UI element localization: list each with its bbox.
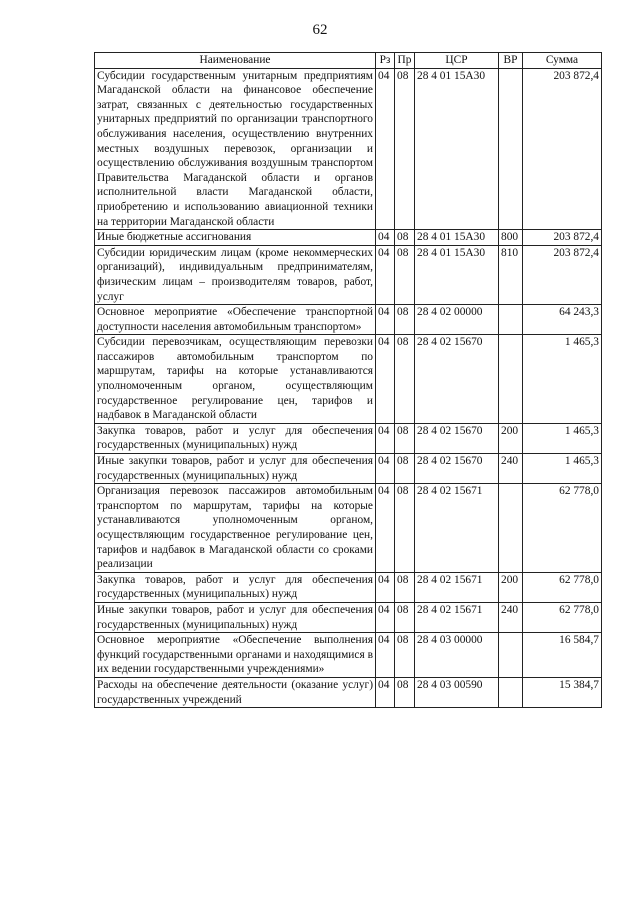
row-sum: 203 872,4 [523, 68, 602, 230]
header-name: Наименование [95, 53, 376, 69]
row-csr: 28 4 02 15671 [415, 602, 499, 632]
header-vr: ВР [499, 53, 523, 69]
row-name: Основное мероприятие «Обеспечение выполнения функций государственными органами и находящимися в их ведении государственными учреждениями» [95, 633, 376, 678]
row-name: Иные бюджетные ассигнования [95, 230, 376, 246]
row-rz: 04 [376, 335, 395, 424]
row-sum: 16 584,7 [523, 633, 602, 678]
row-vr [499, 305, 523, 335]
row-sum: 62 778,0 [523, 484, 602, 573]
row-csr: 28 4 02 15671 [415, 484, 499, 573]
table-row [95, 245, 602, 304]
table-row [95, 484, 602, 573]
row-vr [499, 677, 523, 707]
row-pr: 08 [395, 454, 415, 484]
row-csr: 28 4 03 00000 [415, 633, 499, 678]
row-sum: 62 778,0 [523, 602, 602, 632]
row-vr: 810 [499, 245, 523, 304]
row-name: Закупка товаров, работ и услуг для обеспечения государственных (муниципальных) нужд [95, 572, 376, 602]
row-rz: 04 [376, 423, 395, 453]
row-rz: 04 [376, 572, 395, 602]
row-vr [499, 633, 523, 678]
row-pr: 08 [395, 484, 415, 573]
row-csr: 28 4 02 15670 [415, 423, 499, 453]
row-vr: 240 [499, 454, 523, 484]
row-vr: 200 [499, 423, 523, 453]
table-row [95, 230, 602, 246]
table-row [95, 602, 602, 632]
row-sum: 203 872,4 [523, 245, 602, 304]
row-name: Субсидии юридическим лицам (кроме некоммерческих организаций), индивидуальным предпринимателям, физическим лицам – производителям товаров, работ, услуг [95, 245, 376, 304]
table-row [95, 335, 602, 424]
row-sum: 1 465,3 [523, 423, 602, 453]
row-sum: 1 465,3 [523, 335, 602, 424]
row-sum: 203 872,4 [523, 230, 602, 246]
header-rz: Рз [376, 53, 395, 69]
table-row [95, 572, 602, 602]
row-vr: 800 [499, 230, 523, 246]
budget-table [94, 52, 602, 708]
row-csr: 28 4 02 15670 [415, 454, 499, 484]
row-csr: 28 4 01 15А30 [415, 230, 499, 246]
row-pr: 08 [395, 633, 415, 678]
header-csr: ЦСР [415, 53, 499, 69]
row-pr: 08 [395, 335, 415, 424]
table-row [95, 677, 602, 707]
row-rz: 04 [376, 484, 395, 573]
row-pr: 08 [395, 602, 415, 632]
row-rz: 04 [376, 230, 395, 246]
row-name: Расходы на обеспечение деятельности (оказание услуг) государственных учреждений [95, 677, 376, 707]
row-name: Организация перевозок пассажиров автомобильным транспортом по маршрутам, тарифы на которые устанавливаются уполномоченным органом, осуществляющим государственное регулирование цен, тарифов и надбавок в Магаданской области со сроками реализации [95, 484, 376, 573]
row-rz: 04 [376, 677, 395, 707]
row-csr: 28 4 01 15А30 [415, 68, 499, 230]
row-csr: 28 4 01 15А30 [415, 245, 499, 304]
table-header-row [95, 53, 602, 69]
row-rz: 04 [376, 68, 395, 230]
table-row [95, 305, 602, 335]
row-pr: 08 [395, 68, 415, 230]
table-row [95, 633, 602, 678]
row-rz: 04 [376, 633, 395, 678]
page-number: 62 [312, 22, 328, 38]
row-vr [499, 68, 523, 230]
row-vr: 200 [499, 572, 523, 602]
table-row [95, 68, 602, 230]
row-csr: 28 4 02 00000 [415, 305, 499, 335]
row-csr: 28 4 03 00590 [415, 677, 499, 707]
row-pr: 08 [395, 423, 415, 453]
row-name: Иные закупки товаров, работ и услуг для обеспечения государственных (муниципальных) нужд [95, 454, 376, 484]
row-sum: 1 465,3 [523, 454, 602, 484]
row-rz: 04 [376, 305, 395, 335]
header-pr: Пр [395, 53, 415, 69]
row-rz: 04 [376, 454, 395, 484]
table-row [95, 423, 602, 453]
row-sum: 15 384,7 [523, 677, 602, 707]
row-pr: 08 [395, 677, 415, 707]
header-sum: Сумма [523, 53, 602, 69]
row-name: Закупка товаров, работ и услуг для обеспечения государственных (муниципальных) нужд [95, 423, 376, 453]
row-rz: 04 [376, 602, 395, 632]
row-rz: 04 [376, 245, 395, 304]
row-pr: 08 [395, 305, 415, 335]
row-sum: 62 778,0 [523, 572, 602, 602]
row-pr: 08 [395, 572, 415, 602]
table-row [95, 454, 602, 484]
row-name: Основное мероприятие «Обеспечение транспортной доступности населения автомобильным транспортом» [95, 305, 376, 335]
row-sum: 64 243,3 [523, 305, 602, 335]
row-csr: 28 4 02 15671 [415, 572, 499, 602]
row-vr [499, 484, 523, 573]
row-vr [499, 335, 523, 424]
row-name: Субсидии государственным унитарным предприятиям Магаданской области на финансовое обеспечение затрат, связанных с деятельностью государственных унитарных предприятий по организации транспортного обслуживания населения, осуществлению внутренних местных воздушных перевозок, организации и осуществлению обслуживания воздушным транспортом Правительства Магаданской области и органов исполнительной власти Магаданской области, приобретению и использованию авиационной техники на территории Магаданской области [95, 68, 376, 230]
row-csr: 28 4 02 15670 [415, 335, 499, 424]
row-name: Субсидии перевозчикам, осуществляющим перевозки пассажиров автомобильным транспортом по маршрутам, тарифы на которые устанавливаются уполномоченным органом, осуществляющим государственное регулирование цен, тарифов и надбавок в Магаданской области [95, 335, 376, 424]
row-pr: 08 [395, 245, 415, 304]
row-vr: 240 [499, 602, 523, 632]
row-pr: 08 [395, 230, 415, 246]
row-name: Иные закупки товаров, работ и услуг для обеспечения государственных (муниципальных) нужд [95, 602, 376, 632]
